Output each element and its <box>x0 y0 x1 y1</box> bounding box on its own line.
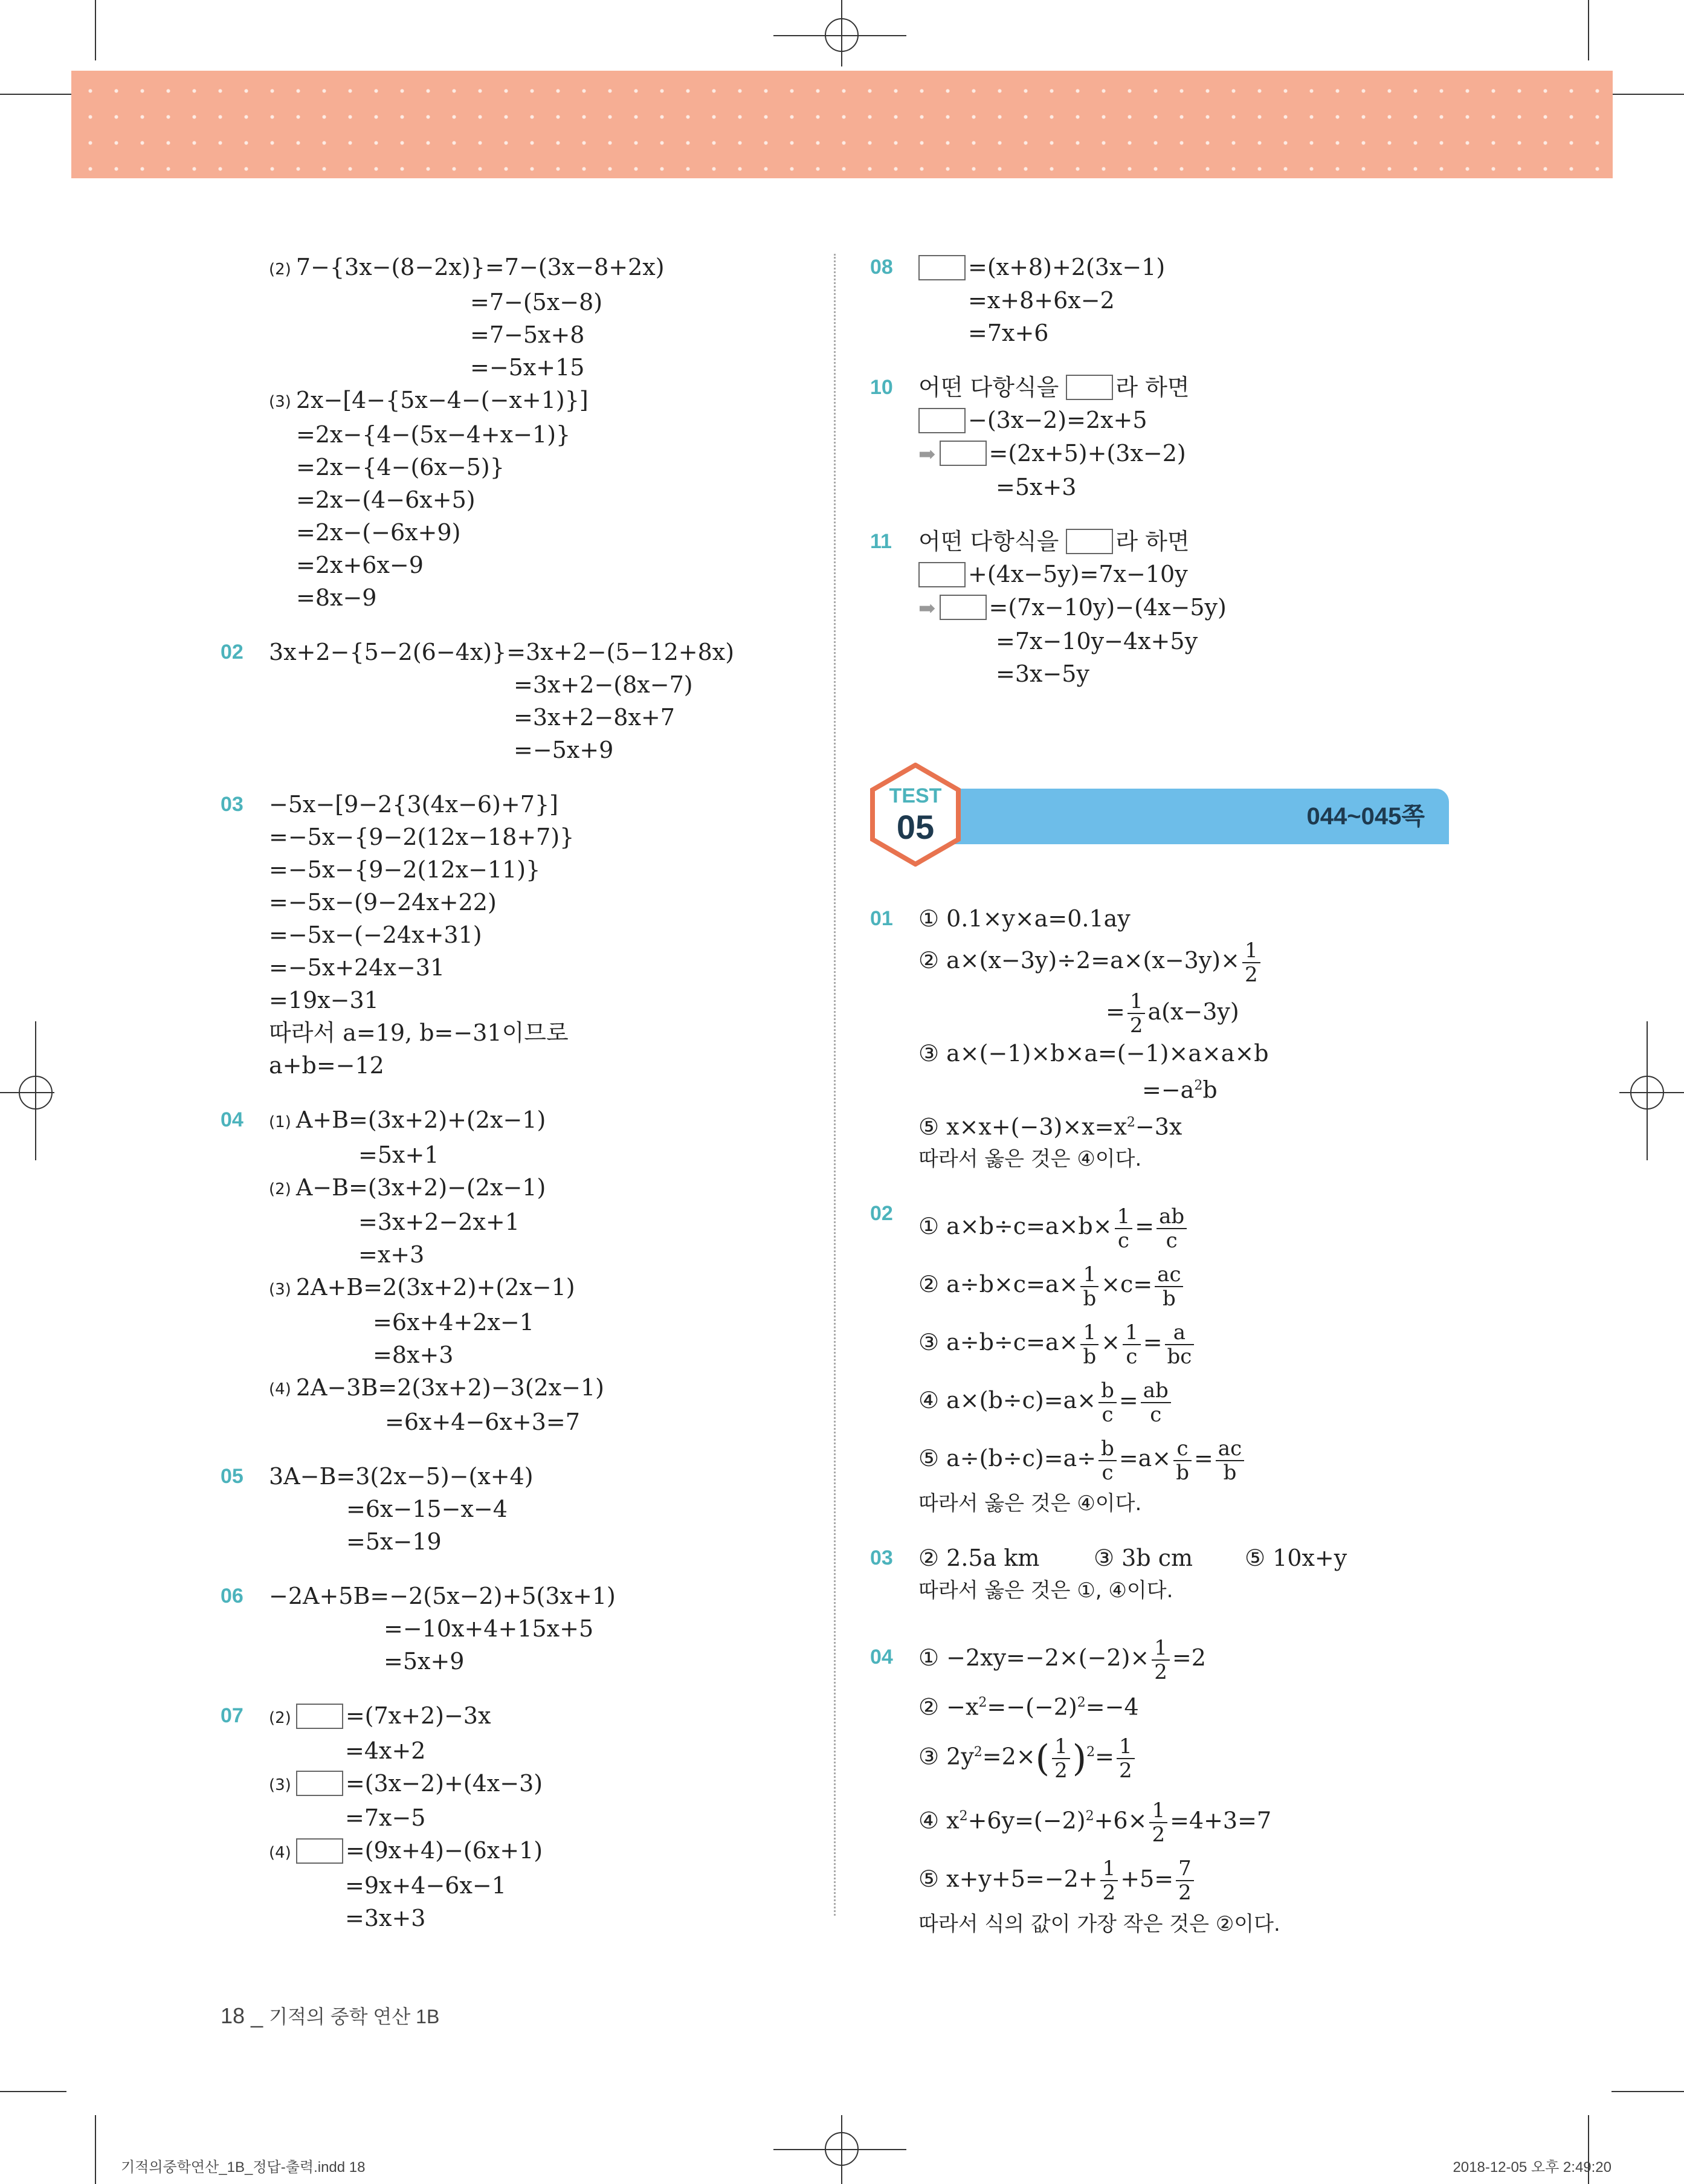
equation-line: ② 2.5a km <box>918 1545 1040 1572</box>
fraction: $\frac{b}{c}$ <box>1098 1379 1117 1426</box>
problem-number: 07 <box>221 1704 244 1727</box>
problem-number: 04 <box>870 1646 893 1669</box>
answer-text: 라 하면 <box>1115 373 1190 401</box>
fraction: $\frac{ac}{b}$ <box>1155 1263 1183 1310</box>
equation-line: ⑤ x×x+(−3)×x=x <box>918 1113 1127 1140</box>
blank-box <box>940 441 987 466</box>
equation-line: =7−5x+8 <box>470 321 585 348</box>
answer-text: 따라서 a=19, b=−31이므로 <box>269 1019 569 1046</box>
answer-text: 따라서 식의 값이 가장 작은 것은 ②이다. <box>918 1911 1280 1936</box>
equation-line: =x+8+6x−2 <box>968 286 1115 314</box>
equation-line: =7x+6 <box>968 319 1049 346</box>
problem-01-continued: (2) 7−{3x−(8−2x)}=7−(3x−8+2x) =7−(5x−8) =7−5x+8 =−5x+15 (3) 2x−[4−{5x−4−(−x+1)}] =2x−{4−(5x−4+x−1)} =2x−{4−(6x−5)} =2x−(4−6x+5) =2x−(−6x+9) =2x+6x−9 =8x−9 <box>221 251 819 614</box>
equation-line: =7x−5 <box>345 1804 426 1831</box>
print-slug-filename: 기적의중학연산_1B_정답-출력.indd 18 <box>121 2159 366 2176</box>
equation-line: ③ a×(−1)×b×a=(−1)×a×a×b <box>918 1040 1269 1067</box>
arrow-right-icon: ➡ <box>918 596 936 621</box>
fraction: $\frac{1}{2}$ <box>1152 1636 1170 1684</box>
equation-line: =5x−19 <box>346 1528 442 1555</box>
equation-line: a+b=−12 <box>269 1052 384 1079</box>
equation-line: =5x+1 <box>358 1141 439 1168</box>
equation-line: =3x+3 <box>345 1904 426 1931</box>
equation-line: ④ x <box>918 1807 960 1834</box>
test-number: 05 <box>896 808 935 846</box>
registration-mark-icon <box>1630 1076 1664 1110</box>
equation-line: =−a <box>1142 1076 1195 1103</box>
header-banner <box>71 71 1613 178</box>
equation-line: =7x−10y−4x+5y <box>996 627 1198 654</box>
fraction: $\frac{7}{2}$ <box>1176 1857 1194 1904</box>
equation-line: =8x−9 <box>296 584 377 611</box>
problem-number: 05 <box>221 1465 244 1488</box>
equation-line: =(2x+5)+(3x−2) <box>989 439 1186 467</box>
equation-line: =(3x−2)+(4x−3) <box>345 1769 543 1797</box>
crop-mark <box>95 0 96 60</box>
equation-line: =x+3 <box>358 1241 425 1268</box>
fraction: $\frac{1}{2}$ <box>1242 939 1260 986</box>
equation-line: 2A−3B=2(3x+2)−3(2x−1) <box>295 1374 604 1401</box>
crop-mark <box>0 2091 66 2092</box>
page-footer: 18 _ 기적의 중학 연산 1B <box>221 2003 440 2028</box>
test-label: TEST <box>889 784 942 807</box>
book-title: 기적의 중학 연산 1B <box>269 2006 440 2027</box>
test-problem-01: 01 ① 0.1×y×a=0.1ay ② a×(x−3y)÷2=a×(x−3y)× $\frac{1}{2}$ = $\frac{1}{2}$ a(x−3y) ③ a×(−1)×b×a=(−1)×a×a×b $=-a^2b$ ⑤ $x\times x+(-3)\times x=x^2-3x$ 따라서 옳은 것은 ④이다. <box>870 902 1505 1175</box>
equation-line: = <box>1193 1445 1213 1472</box>
equation-line: ④ a×(b÷c)=a× <box>918 1387 1097 1414</box>
equation-line: ⑤ 10x+y <box>1245 1545 1347 1572</box>
equation-line: −3x <box>1135 1113 1182 1140</box>
equation-line: =−5x−(9−24x+22) <box>269 889 497 916</box>
equation-line: =(7x+2)−3x <box>345 1702 491 1729</box>
equation-line: =−10x+4+15x+5 <box>384 1615 594 1642</box>
equation-line: × <box>1101 1329 1121 1356</box>
equation-line: =−5x−{9−2(12x−18+7)} <box>269 824 575 850</box>
problem-05 <box>221 1460 819 1558</box>
crop-mark <box>95 2115 96 2184</box>
blank-box <box>296 1838 343 1864</box>
equation-line: =3x−5y <box>996 660 1089 687</box>
problem-11 <box>870 525 1474 690</box>
equation-line: +5= <box>1120 1865 1174 1892</box>
equation-line: = <box>1106 998 1125 1025</box>
page-number: 18 <box>221 2003 245 2028</box>
fraction: $\frac{1}{2}$ <box>1128 990 1146 1037</box>
problem-number: 11 <box>870 529 892 553</box>
equation-line: =(x+8)+2(3x−1) <box>968 254 1166 280</box>
equation-line: = <box>1143 1329 1163 1356</box>
equation-line: =3x+2−2x+1 <box>358 1209 520 1235</box>
answer-text: 어떤 다항식을 <box>918 373 1059 401</box>
registration-mark-icon <box>825 2132 859 2166</box>
fraction: $\frac{1}{c}$ <box>1115 1205 1133 1252</box>
equation-line: ⑤ a÷(b÷c)=a÷ <box>918 1445 1097 1472</box>
fraction: $\frac{1}{2}$ <box>1100 1857 1118 1904</box>
answer-text: 어떤 다항식을 <box>918 528 1059 555</box>
equation-line: =a× <box>1118 1445 1172 1472</box>
problem-06 <box>221 1580 819 1678</box>
equation-line: =2x−(4−6x+5) <box>296 486 476 513</box>
equation-line: ③ 3b cm <box>1094 1545 1193 1572</box>
equation-line: =(9x+4)−(6x+1) <box>345 1837 543 1864</box>
fraction: $\frac{1}{2}$ <box>1117 1735 1135 1782</box>
fraction: $\frac{1}{b}$ <box>1080 1321 1098 1368</box>
left-column <box>221 251 819 1934</box>
blank-box <box>296 1704 343 1729</box>
answer-text: 라 하면 <box>1115 528 1190 555</box>
crop-mark <box>1611 2091 1684 2092</box>
equation-line: −(3x−2)=2x+5 <box>968 407 1147 433</box>
equation-line: =−(−2) <box>987 1693 1077 1720</box>
blank-box <box>940 595 987 620</box>
answer-text: 따라서 옳은 것은 ④이다. <box>918 1147 1142 1172</box>
fraction: $\frac{c}{b}$ <box>1173 1437 1192 1484</box>
equation-line: ② a×(x−3y)÷2=a×(x−3y)× <box>918 947 1240 974</box>
test-problem-02 <box>870 1197 1505 1520</box>
fraction: $\frac{1}{c}$ <box>1123 1321 1141 1368</box>
equation-line: ① a×b÷c=a×b× <box>918 1213 1112 1240</box>
registration-mark-icon <box>825 18 859 52</box>
equation-line: =5x+9 <box>384 1648 465 1675</box>
equation-line: =2x−{4−(5x−4+x−1)} <box>296 421 571 448</box>
equation-line: ① −2xy=−2×(−2)× <box>918 1644 1150 1672</box>
equation-line: +6y=(−2) <box>967 1807 1086 1834</box>
equation-line: =2x−{4−(6x−5)} <box>296 454 505 480</box>
equation-line: a(x−3y) <box>1147 998 1239 1025</box>
answer-text: 따라서 옳은 것은 ①, ④이다. <box>918 1578 1173 1603</box>
equation-line: 3A−B=3(2x−5)−(x+4) <box>269 1463 534 1490</box>
test-page-range: 044~045쪽 <box>1306 803 1425 830</box>
equation-line: +6× <box>1094 1807 1147 1834</box>
equation-line: =7−(5x−8) <box>470 288 603 315</box>
equation-line: =3x+2−8x+7 <box>514 704 675 731</box>
problem-03 <box>221 788 819 1082</box>
problem-08 <box>870 251 1474 349</box>
equation-line: = <box>1135 1213 1155 1240</box>
equation-line: =6x+4+2x−1 <box>373 1308 534 1336</box>
equation-line: A+B=(3x+2)+(2x−1) <box>295 1107 546 1133</box>
equation-line: ⑤ x+y+5=−2+ <box>918 1865 1098 1892</box>
equation-line: =4x+2 <box>345 1737 426 1764</box>
equation-line: =5x+3 <box>996 473 1077 500</box>
equation-line: =−4 <box>1085 1693 1139 1720</box>
equation-line: −2A+5B=−2(5x−2)+5(3x+1) <box>269 1583 616 1609</box>
problem-number: 02 <box>870 1202 893 1226</box>
crop-mark <box>1611 94 1684 95</box>
fraction: $\frac{1}{2}$ <box>1149 1799 1167 1846</box>
blank-box <box>1066 375 1113 400</box>
test-answers <box>870 902 1505 1940</box>
equation-line: =−5x+24x−31 <box>269 954 445 981</box>
crop-mark <box>1588 0 1589 60</box>
problem-10 <box>870 371 1474 503</box>
equation-line: =2× <box>982 1743 1036 1770</box>
blank-box <box>918 562 966 587</box>
answer-text: 따라서 옳은 것은 ④이다. <box>918 1491 1142 1516</box>
blank-box <box>296 1771 343 1796</box>
equation-line: A−B=(3x+2)−(2x−1) <box>295 1174 546 1201</box>
print-slug-timestamp: 2018-12-05 오후 2:49:20 <box>1453 2159 1611 2176</box>
equation-line: =2 <box>1172 1644 1206 1672</box>
equation-line: =−5x+15 <box>470 354 585 381</box>
problem-number: 01 <box>870 907 893 930</box>
problem-number: 03 <box>221 793 244 816</box>
crop-mark <box>0 94 73 95</box>
equation-line: = <box>1118 1387 1138 1414</box>
equation-line: =3x+2−(8x−7) <box>514 671 693 698</box>
equation-line: ③ 2y <box>918 1743 974 1770</box>
equation-line: 2A+B=2(3x+2)+(2x−1) <box>295 1274 575 1300</box>
test-problem-03 <box>870 1542 1505 1607</box>
equation-line: =9x+4−6x−1 <box>345 1872 506 1899</box>
blank-box <box>1066 529 1113 554</box>
problem-02 <box>221 636 819 766</box>
equation-line: b <box>1202 1076 1218 1103</box>
registration-mark-icon <box>19 1076 53 1110</box>
equation-line: =−5x+9 <box>514 737 614 763</box>
fraction: $\frac{ab}{c}$ <box>1157 1205 1187 1252</box>
equation-line: =6x+4−6x+3=7 <box>385 1409 580 1435</box>
problem-number: 06 <box>221 1585 244 1607</box>
equation-line: =2x−(−6x+9) <box>296 519 461 546</box>
equation-line: =(7x−10y)−(4x−5y) <box>989 593 1227 621</box>
equation-line: ③ a÷b÷c=a× <box>918 1329 1079 1356</box>
fraction: $\frac{ab}{c}$ <box>1141 1379 1171 1426</box>
equation-line: = <box>1095 1743 1114 1770</box>
fraction: $\frac{ac}{b}$ <box>1216 1437 1244 1484</box>
problem-number: 08 <box>870 256 893 279</box>
problem-number: 03 <box>870 1546 893 1570</box>
blank-box <box>918 408 966 433</box>
test-section-header <box>943 789 1449 844</box>
arrow-right-icon: ➡ <box>918 442 936 467</box>
equation-line: ① 0.1×y×a=0.1ay <box>918 905 1131 932</box>
problem-number: 02 <box>221 641 244 664</box>
equation-line: =19x−31 <box>269 987 379 1013</box>
problem-number: 04 <box>221 1108 244 1131</box>
equation-line: ② −x <box>918 1693 979 1720</box>
equation-line: 3x+2−{5−2(6−4x)}=3x+2−(5−12+8x) <box>269 639 735 665</box>
equation-line: =−5x−{9−2(12x−11)} <box>269 856 541 883</box>
equation-line: =6x−15−x−4 <box>346 1496 508 1522</box>
problem-number: 10 <box>870 375 893 399</box>
test-problem-04: 04 ① −2xy=−2×(−2)× $\frac{1}{2}$ =2 ② $-x^2=-(-2)^2=-4$ ③ $2y^2=2\times$( $\frac{1}{2}$ )$^2$= $\frac{1}{2}$ ④ $x^2+6y=(-2)^2+6\times$ $\frac{1}{2}$ =4+3=7 ⑤ x+y+5=−2+ $\frac{1}{2}$ +5= $\frac{7}{2}$ 따라서 식의 값이 가장 작은 것은 ②이다. <box>870 1629 1505 1940</box>
problem-04: 04 (1) A+B=(3x+2)+(2x−1) =5x+1 (2) A−B=(3x+2)−(2x−1) =3x+2−2x+1 =x+3 (3) 2A+B=2(3x+2)+(2x−1) =6x+4+2x−1 =8x+3 (4) 2A−3B=2(3x+2)−3(2x−1) =6x+4−6x+3=7 <box>221 1103 819 1438</box>
equation-line: =4+3=7 <box>1170 1807 1272 1834</box>
equation-line: −5x−[9−2{3(4x−6)+7}] <box>269 791 558 818</box>
blank-box <box>918 255 966 280</box>
column-divider <box>834 254 836 1916</box>
fraction: $\frac{1}{b}$ <box>1080 1263 1098 1310</box>
equation-line: 2x−[4−{5x−4−(−x+1)}] <box>295 386 589 413</box>
fraction: $\frac{b}{c}$ <box>1098 1437 1117 1484</box>
equation-line: =−5x−(−24x+31) <box>269 922 482 948</box>
equation-line: +(4x−5y)=7x−10y <box>968 561 1188 587</box>
equation-line: ×c= <box>1101 1271 1153 1298</box>
equation-line: ② a÷b×c=a× <box>918 1271 1079 1298</box>
equation-line: 7−{3x−(8−2x)}=7−(3x−8+2x) <box>295 254 665 280</box>
equation-line: =8x+3 <box>373 1341 454 1368</box>
problem-07: 07 (2) =(7x+2)−3x =4x+2 (3) =(3x−2)+(4x−3) =7x−5 (4) =(9x+4)−(6x+1) =9x+4−6x−1 =3x+3 <box>221 1699 819 1934</box>
fraction: $\frac{1}{2}$ <box>1052 1735 1070 1782</box>
fraction: $\frac{a}{bc}$ <box>1165 1321 1195 1368</box>
right-column <box>870 251 1474 690</box>
equation-line: =2x+6x−9 <box>296 552 424 578</box>
